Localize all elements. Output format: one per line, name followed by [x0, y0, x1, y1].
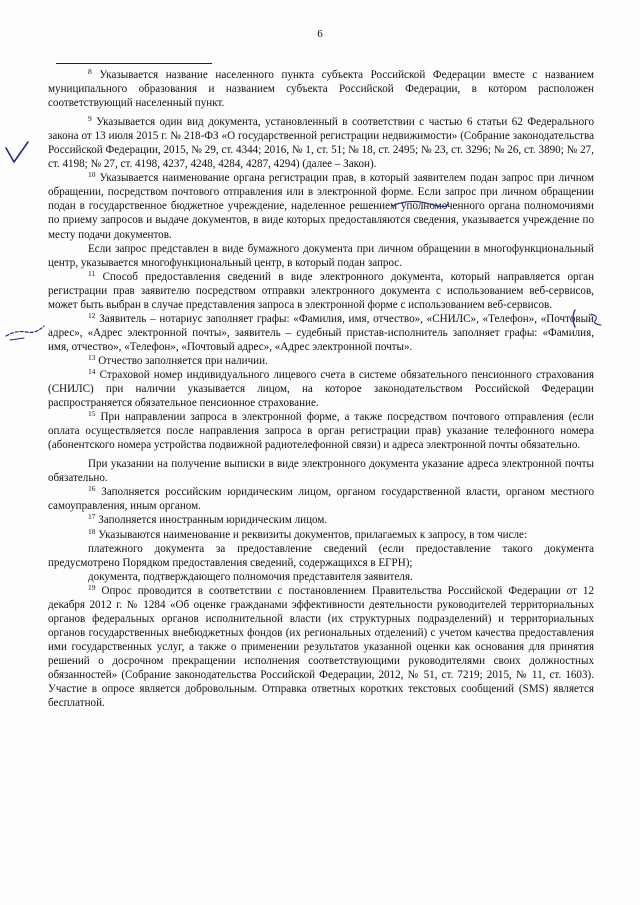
footnote-11	[48, 270, 594, 312]
footnote-text: Опрос проводится в соответствии с постановлением Правительства Российской Федерации от 12 декабря 2012 г. № 1284 «Об оценке гражданами эффективности деятельности руководителей территориальных органов федеральных органов исполнительной власти (их структурных подразделений) и территориальных органов государственных внебюджетных фондов (их региональных отделений) с учетом качества предоставления ими государственных услуг, а также о применении результатов указанной оценки как основания для принятия решений о досрочном прекращении исполнения соответствующими руководителями своих должностных обязанностей» (Собрание законодательства Российской Федерации, 2012, № 51, ст. 7219; 2015, № 11, ст. 1603). Участие в опросе является добровольным. Отправка ответных коротких текстовых сообщений (SMS) является бесплатной.	[48, 584, 594, 710]
footnote-text: Отчество заполняется при наличии.	[98, 354, 268, 367]
footnote-10	[48, 171, 594, 241]
footnote-10-continued	[48, 242, 594, 270]
footnote-text: Заполняется российским юридическим лицом, органом государственной власти, органом местного самоуправления, иным органом.	[48, 486, 594, 513]
footnote-mark: 19	[88, 582, 96, 592]
footnote-mark: 10	[88, 170, 96, 180]
footnote-text: документа, подтверждающего полномочия представителя заявителя.	[88, 570, 413, 583]
footnote-mark: 12	[88, 310, 96, 320]
footnote-18-item-2	[48, 570, 594, 584]
footnote-mark: 11	[88, 268, 96, 278]
footnote-17	[48, 513, 594, 527]
footnote-18	[48, 528, 594, 542]
footnote-text: При указании на получение выписки в виде электронного документа указание адреса электронной почты обязательно.	[48, 458, 594, 485]
footnote-18-item-1	[48, 542, 594, 570]
handwritten-margin-mark	[2, 320, 46, 342]
footnote-mark: 14	[88, 366, 96, 376]
footnote-19	[48, 584, 594, 710]
footnote-8	[48, 68, 594, 110]
handwritten-check-mark	[2, 140, 32, 168]
footnote-12	[48, 312, 594, 354]
footnote-13	[48, 354, 594, 368]
footnote-text: платежного документа за предоставление сведений (если предоставление такого документа предусмотрено Порядком предоставления сведений, содержащихся в ЕГРН);	[48, 542, 594, 569]
footnote-text: Заявитель – нотариус заполняет графы: «Фамилия, имя, отчество», «СНИЛС», «Телефон», «Почтовый адрес», «Адрес электронной почты», заявитель – судебный пристав-исполнитель заполняет графы: «Фамилия, имя, отчество», «Телефон», «Почтовый адрес», «Адрес электронной почты».	[48, 312, 594, 353]
footnote-mark: 17	[88, 512, 96, 522]
footnote-mark: 18	[88, 526, 96, 536]
footnote-text: Способ предоставления сведений в виде электронного документа, который направляется орган регистрации прав заявителю посредством отправки электронного документа с использованием веб-сервисов, может быть выбран в случае представления запроса в электронной форме с использованием веб-сервисов.	[48, 270, 595, 311]
footnote-text: Страховой номер индивидуального лицевого счета в системе обязательного пенсионного страхования (СНИЛС) при наличии указывается лицом, на которое законодательством Российской Федерации распространяется обязательное пенсионное страхование.	[48, 368, 594, 410]
footnote-text: Указывается название населенного пункта субъекта Российской Федерации вместе с названием муниципального образования и названием субъекта Российской Федерации, в котором расположен соответствующий населенный пункт.	[48, 69, 594, 110]
footnote-15	[48, 410, 594, 452]
footnote-text: Указывается наименование органа регистрации прав, в который заявителем подан запрос при личном обращении, посредством почтового отправления или в электронной форме. Если запрос при личном обращении подан в государственное бюджетное учреждение, наделенное решением уполномоченного органа полномочиями по приему запросов и выдаче документов, в виде которых предоставляются сведения, указывается учреждение по месту подачи документов.	[48, 172, 594, 241]
footnote-14	[48, 368, 594, 410]
footnote-mark: 9	[88, 114, 92, 124]
footnote-text: При направлении запроса в электронной форме, а также посредством почтового отправления (если оплата осуществляется после направления запроса в орган регистрации прав) указание телефонного номера (абонентского номера устройства подвижной радиотелефонной связи) и адреса электронной почты обязательно.	[48, 411, 594, 452]
footnote-mark: 8	[88, 67, 92, 76]
footnote-text: Указывается один вид документа, установленный в соответствии с частью 6 статьи 62 Федерального закона от 13 июля 2015 г. № 218-ФЗ «О государственной регистрации недвижимости» (Собрание законодательства Российской Федерации, 2015, № 29, ст. 4344; 2016, № 1, ст. 51; № 18, ст. 2495; № 23, ст. 3296; № 26, ст. 3890; № 27, ст. 4198; № 27, ст. 4198, 4237, 4248, 4284, 4287, 4294) (далее – Закон).	[48, 116, 594, 171]
footnote-text: Указываются наименование и реквизиты документов, прилагаемых к запросу, в том числе:	[98, 528, 528, 541]
footnote-mark: 16	[88, 484, 96, 494]
footnote-16	[48, 485, 594, 513]
footnote-text: Заполняется иностранным юридическим лицом.	[98, 514, 328, 527]
page-number: 6	[317, 28, 323, 40]
handwritten-underline-mark	[390, 196, 450, 210]
footnote-9	[48, 115, 594, 171]
handwritten-bracket-mark	[569, 308, 603, 330]
footnote-separator	[56, 63, 212, 64]
footnote-text: Если запрос представлен в виде бумажного документа при личном обращении в многофункциональный центр, указывается многофункциональный центр, в который подан запрос.	[48, 242, 594, 269]
footnote-mark: 13	[88, 352, 96, 362]
footnotes-body	[48, 68, 594, 710]
footnote-mark: 15	[88, 409, 96, 419]
footnote-15-continued	[48, 457, 594, 485]
